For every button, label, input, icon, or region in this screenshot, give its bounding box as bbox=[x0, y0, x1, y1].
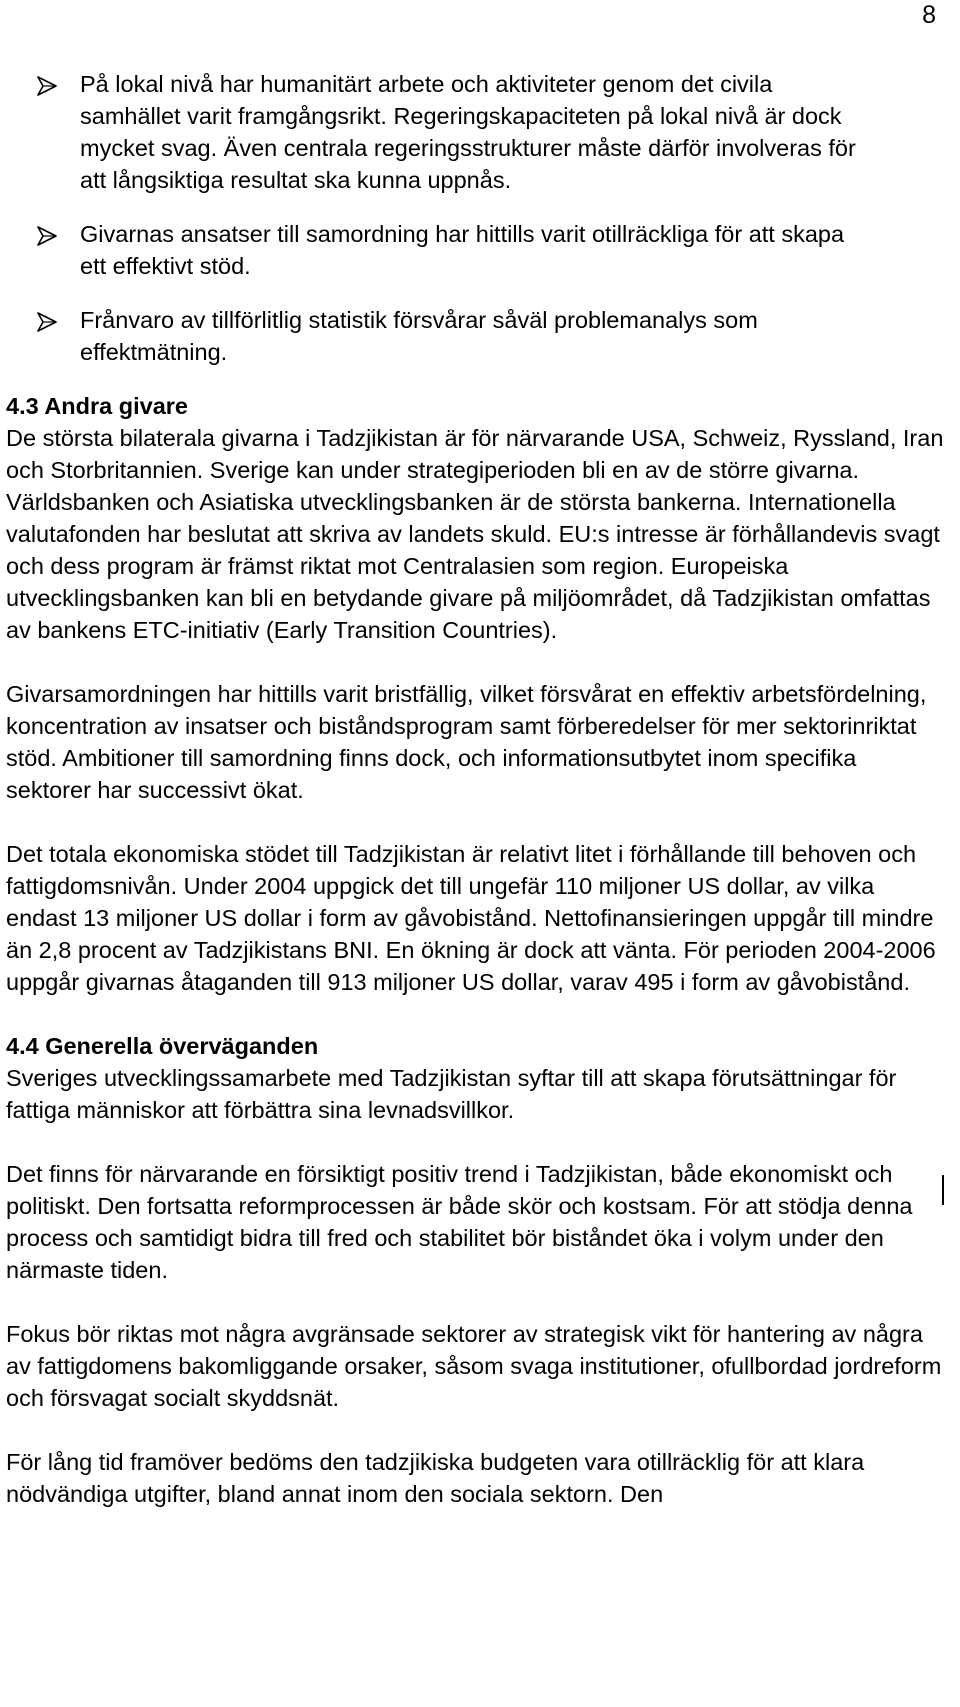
bullet-list bbox=[6, 68, 946, 368]
paragraph: För lång tid framöver bedöms den tadzjikiska budgeten vara otillräcklig för att klara nödvändiga utgifter, bland annat inom den sociala sektorn. Den bbox=[6, 1449, 865, 1507]
bullet-item bbox=[6, 68, 860, 196]
section-heading-4-3: 4.3 Andra givare bbox=[6, 393, 188, 419]
document-body bbox=[6, 68, 946, 1542]
arrowhead-bullet-icon bbox=[36, 76, 58, 96]
paragraph: De största bilaterala givarna i Tadzjikistan är för närvarande USA, Schweiz, Ryssland, Iran och Storbritannien. Sverige kan under strategiperioden bli en av de större givarna. Världsbanken och Asiatiska utvecklingsbanken är de största bankerna. Internationella valutafonden har beslutat att skriva av landets skuld. EU:s intresse är förhållandevis svagt och dess program är främst riktat mot Centralasien som region. Europeiska utvecklingsbanken kan bli en betydande givare på miljöområdet, då Tadzjikistan omfattas av bankens ETC-initiativ (Early Transition Countries). bbox=[6, 425, 944, 643]
bullet-item bbox=[6, 304, 860, 368]
bullet-text: Frånvaro av tillförlitlig statistik försvårar såväl problemanalys som effektmätning. bbox=[80, 307, 758, 365]
paragraph: Givarsamordningen har hittills varit bristfällig, vilket försvårat en effektiv arbetsfördelning, koncentration av insatser och biståndsprogram samt förberedelser för mer sektorinriktat stöd. Ambitioner till samordning finns dock, och informationsutbytet inom specifika sektorer har successivt ökat. bbox=[6, 681, 927, 803]
paragraph: Det totala ekonomiska stödet till Tadzjikistan är relativt litet i förhållande till behoven och fattigdomsnivån. Under 2004 uppgick det till ungefär 110 miljoner US dollar, av vilka endast 13 miljoner US dollar i form av gåvobistånd. Nettofinansieringen uppgår till mindre än 2,8 procent av Tadzjikistans BNI. En ökning är dock att vänta. För perioden 2004-2006 uppgår givarnas åtaganden till 913 miljoner US dollar, varav 495 i form av gåvobistånd. bbox=[6, 841, 936, 995]
paragraph: Det finns för närvarande en försiktigt positiv trend i Tadzjikistan, både ekonomiskt och politiskt. Den fortsatta reformprocessen är både skör och kostsam. För att stödja denna process och samtidigt bidra till fred och stabilitet bör biståndet öka i volym under den närmaste tiden. bbox=[6, 1161, 913, 1283]
bullet-text: Givarnas ansatser till samordning har hittills varit otillräckliga för att skapa ett effektivt stöd. bbox=[80, 221, 845, 279]
paragraph: Fokus bör riktas mot några avgränsade sektorer av strategisk vikt för hantering av några av fattigdomens bakomliggande orsaker, såsom svaga institutioner, ofullbordad jordreform och försvagat socialt skyddsnät. bbox=[6, 1321, 942, 1411]
paragraph: Sveriges utvecklingssamarbete med Tadzjikistan syftar till att skapa förutsättningar för fattiga människor att förbättra sina levnadsvillkor. bbox=[6, 1065, 897, 1123]
page-number: 8 bbox=[922, 1, 936, 29]
section-heading-4-4: 4.4 Generella överväganden bbox=[6, 1033, 319, 1059]
bullet-text: På lokal nivå har humanitärt arbete och aktiviteter genom det civila samhället varit framgångsrikt. Regeringskapaciteten på lokal nivå är dock mycket svag. Även centrala regeringsstrukturer måste därför involveras för att långsiktiga resultat ska kunna uppnås. bbox=[80, 71, 856, 193]
bullet-item bbox=[6, 218, 860, 282]
arrowhead-bullet-icon bbox=[36, 226, 58, 246]
arrowhead-bullet-icon bbox=[36, 312, 58, 332]
